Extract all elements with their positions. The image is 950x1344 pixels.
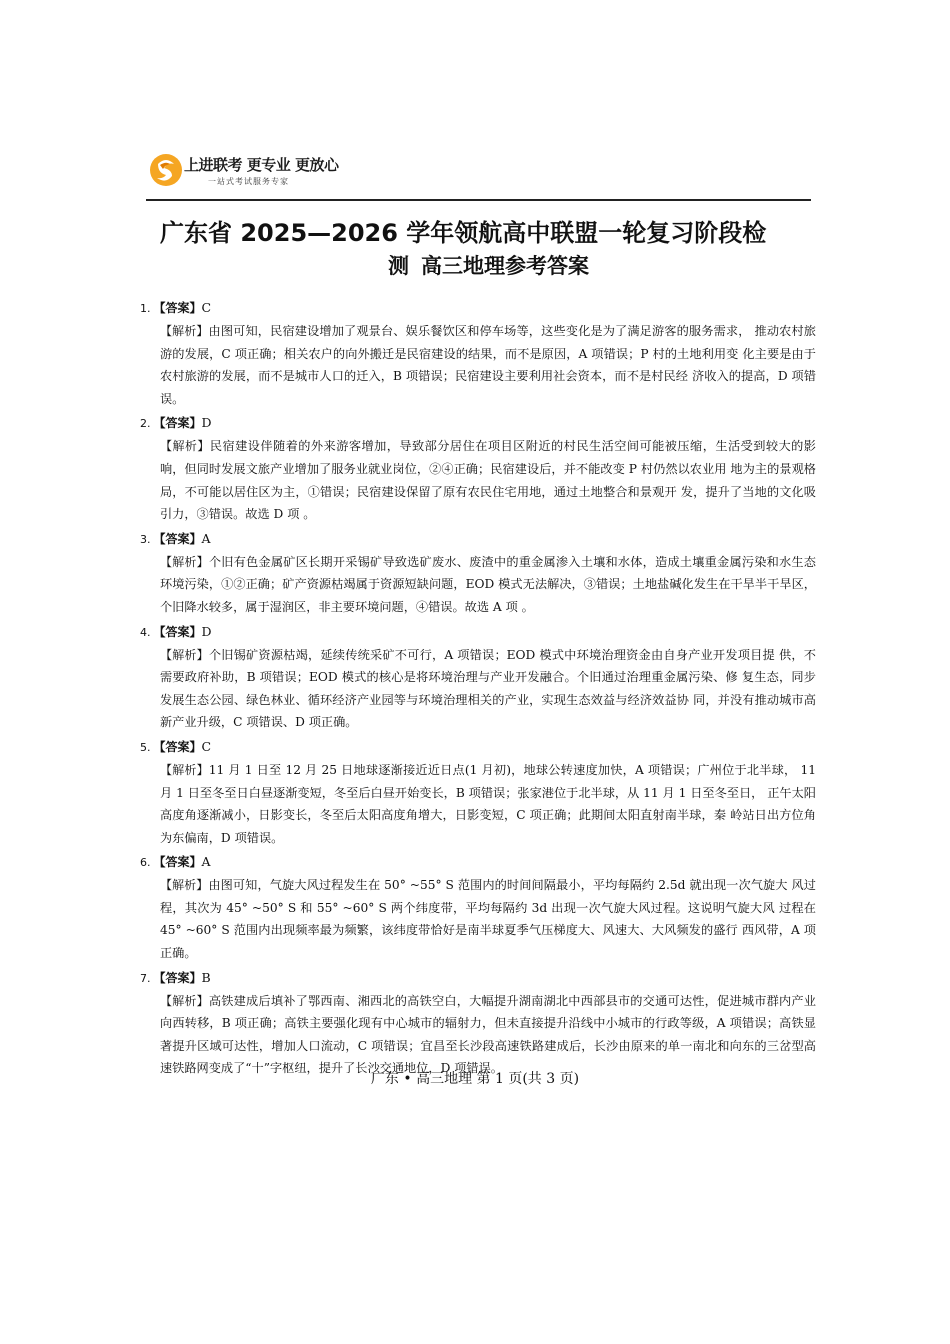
analysis-paragraph [160,320,816,410]
analysis-label: 【解析】 [160,762,209,777]
question-item [140,852,816,964]
analysis-text: 由图可知，民宿建设增加了观景台、娱乐餐饮区和停车场等，这些变化是为了满足游客的服务需求， 推动农村旅游的发展，C 项正确；相关农户的向外搬迁是民宿建设的结果，而不是原因，A 项错误；P 村的土地利用变 化主要是由于农村旅游的发展，而不是城市人口的迁入，B 项错误；民宿建设主要利用社会资本，而不是村民经 济收入的提高，D 项错误。 [160,324,816,406]
answer-label: 【答案】 [153,416,202,431]
answer-line [140,622,816,644]
page-subtitle: 高三地理参考答案 [421,254,589,278]
page-title-line2-start: 测 [388,254,409,278]
answer-value: D [201,415,212,431]
answer-line [140,413,816,435]
analysis-label: 【解析】 [160,993,209,1008]
answer-line [140,529,816,551]
analysis-text: 民宿建设伴随着的外来游客增加，导致部分居住在项目区附近的村民生活空间可能被压缩，生活受到较大的影响，但同时发展文旅产业增加了服务业就业岗位，②④正确；民宿建设后，并不能改变 P 村仍然以农业用 地为主的景观格局，不可能以居住区为主，①错误；民宿建设保留了原有农民住宅用地，通过土地整合和景观开 发，提升了当地的文化吸引力，③错误。故选 D 项 。 [160,439,816,522]
answer-value: D [201,623,212,639]
analysis-paragraph [160,435,816,525]
page-footer: 广东 • 高三地理 第 1 页(共 3 页) [370,1071,580,1087]
analysis-text: 高铁建成后填补了鄂西南、湘西北的高铁空白，大幅提升湖南湖北中西部县市的交通可达性，促进城市群内产业向西转移，B 项正确；高铁主要强化现有中心城市的辐射力，但未直接提升沿线中小城市的行政等级，A 项错误；高铁显著提升区域可达性，增加人口流动，C 项错误；宜昌至长沙段高速铁路建成后，长沙由原来的单一南北和向东的三岔型高速铁路网变成了“十”字枢纽，提升了长沙交通地位，D 项错误。 [160,993,816,1076]
logo-swirl-icon [148,152,184,188]
answer-line [140,852,816,874]
analysis-label: 【解析】 [160,324,209,338]
publisher-logo [148,150,348,194]
answer-value: B [201,969,211,985]
answer-value: A [201,530,211,546]
answer-label: 【答案】 [153,855,202,870]
analysis-label: 【解析】 [160,554,209,569]
question-number: 5. [140,740,151,754]
answer-line [140,968,816,990]
analysis-paragraph [160,874,816,964]
question-item [140,413,816,525]
question-number: 3. [140,532,151,546]
question-item [140,968,816,1080]
answer-list [140,298,816,1083]
analysis-paragraph [160,759,816,849]
question-number: 6. [140,856,151,870]
question-item [140,622,816,734]
question-item [140,737,816,849]
page-title-line1: 广东省 2025—2026 学年领航高中联盟一轮复习阶段检 [160,219,767,247]
answer-label: 【答案】 [153,301,202,315]
question-item [140,298,816,410]
answer-label: 【答案】 [153,531,202,546]
analysis-text: 11 月 1 日至 12 月 25 日地球逐渐接近近日点(1 月初)，地球公转速度加快，A 项错误；广州位于北半球， 11 月 1 日至冬至日白昼逐渐变短，冬至后白昼开始变长，B 项错误；张家港位于北半球，从 11 月 1 日至冬至日， 正午太阳高度角逐渐减小，日影变长，冬至后太阳高度角增大，日影变短，C 项正确；此期间太阳直射南半球，秦 岭站日出方位角为东偏南，D 项错误。 [160,762,816,845]
analysis-paragraph [160,644,816,734]
header-divider [146,199,811,201]
question-number: 1. [140,302,151,315]
page-title-line2 [388,250,589,280]
answer-line [140,298,816,320]
question-item [140,529,816,619]
answer-line [140,737,816,759]
analysis-paragraph [160,551,816,619]
answer-label: 【答案】 [153,739,202,754]
logo-slogan: 上进联考 更专业 更放心 [184,156,339,174]
analysis-label: 【解析】 [160,647,209,662]
analysis-text: 个旧锡矿资源枯竭，延续传统采矿不可行，A 项错误；EOD 模式中环境治理资金由自身产业开发项目提 供，不需要政府补助，B 项错误；EOD 模式的核心是将环境治理与产业开发融合。个旧通过治理重金属污染、修 复生态，同步发展生态公园、绿色林业、循环经济产业园等与环境治理相关的产业，实现生态效益与经济效益协 同，并没有推动城市高新产业升级，C 项错误、D 项正确。 [160,647,816,730]
answer-value: C [201,738,212,754]
analysis-label: 【解析】 [160,439,210,454]
answer-value: C [201,300,212,315]
analysis-label: 【解析】 [160,878,209,893]
analysis-text: 个旧有色金属矿区长期开采锡矿导致选矿废水、废渣中的重金属渗入土壤和水体，造成土壤重金属污染和水生态环境污染，①②正确；矿产资源枯竭属于资源短缺问题，EOD 模式无法解决，③错误；土地盐碱化发生在干旱半干旱区，个旧降水较多，属于湿润区，非主要环境问题，④错误。故选 A 项 。 [160,554,816,614]
answer-label: 【答案】 [153,624,202,639]
analysis-paragraph [160,990,816,1080]
logo-tagline: 一站式考试服务专家 [208,177,289,186]
answer-label: 【答案】 [153,970,202,985]
answer-value: A [201,854,211,870]
analysis-text: 由图可知，气旋大风过程发生在 50° ~55° S 范围内的时间间隔最小，平均每隔约 2.5d 就出现一次气旋大 风过程，其次为 45° ~50° S 和 55° ~60° S 两个纬度带，平均每隔约 3d 出现一次气旋大风过程。这说明气旋大风 过程在 45° ~60° S 范围内出现频率最为频繁，该纬度带恰好是南半球夏季气压梯度大、风速大、大风频发的盛行 西风带，A 项正确。 [160,878,816,961]
question-number: 4. [140,625,151,639]
question-number: 7. [140,971,151,985]
question-number: 2. [140,417,151,431]
